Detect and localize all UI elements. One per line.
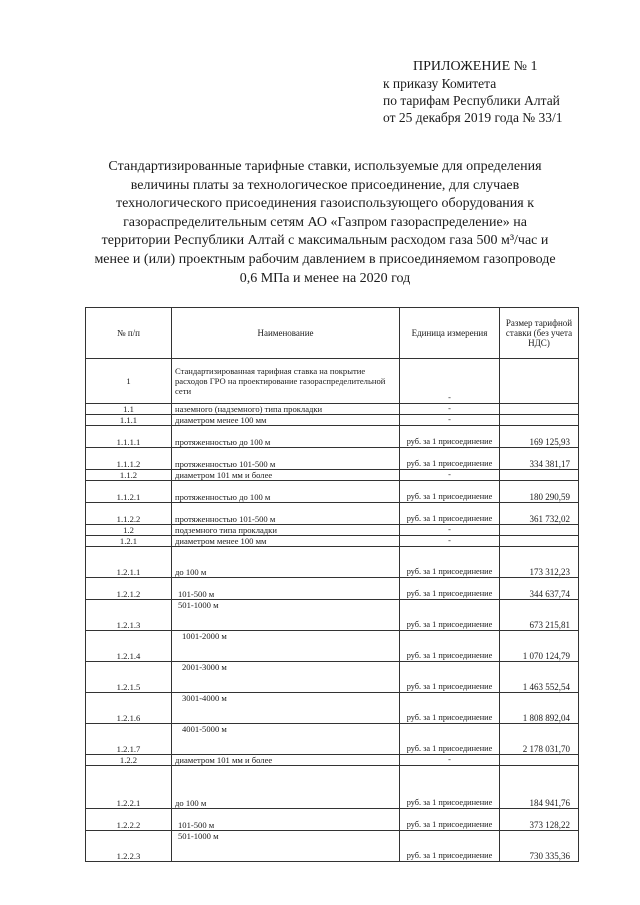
table-row	[86, 359, 579, 404]
row-unit: руб. за 1 присоединение	[400, 481, 500, 503]
row-unit: руб. за 1 присоединение	[400, 631, 500, 662]
row-unit: руб. за 1 присоединение	[400, 766, 500, 809]
row-value: 1 808 892,04	[500, 693, 579, 724]
row-name: 1001-2000 м	[172, 631, 400, 662]
row-number: 1.2.1.1	[86, 547, 172, 578]
table-row	[86, 536, 579, 547]
table-row	[86, 600, 579, 631]
row-number: 1.2.2	[86, 755, 172, 766]
row-value	[500, 359, 579, 404]
row-unit: -	[400, 536, 500, 547]
row-unit: руб. за 1 присоединение	[400, 503, 500, 525]
table-row	[86, 470, 579, 481]
row-unit: руб. за 1 присоединение	[400, 578, 500, 600]
row-number: 1.1	[86, 404, 172, 415]
row-value	[500, 404, 579, 415]
row-number: 1.2.1	[86, 536, 172, 547]
row-unit: руб. за 1 присоединение	[400, 724, 500, 755]
row-number: 1.2.1.7	[86, 724, 172, 755]
row-name: наземного (надземного) типа прокладки	[172, 404, 400, 415]
row-number: 1.2	[86, 525, 172, 536]
row-value: 730 335,36	[500, 831, 579, 862]
row-value: 184 941,76	[500, 766, 579, 809]
row-value: 361 732,02	[500, 503, 579, 525]
row-unit: руб. за 1 присоединение	[400, 448, 500, 470]
row-unit: руб. за 1 присоединение	[400, 831, 500, 862]
row-value	[500, 470, 579, 481]
row-name: до 100 м	[172, 547, 400, 578]
row-number: 1.2.1.4	[86, 631, 172, 662]
row-number: 1.2.1.6	[86, 693, 172, 724]
row-value: 169 125,93	[500, 426, 579, 448]
table-row	[86, 755, 579, 766]
title-line: технологического присоединения газоиспользующего оборудования к	[115, 196, 535, 212]
row-name: диаметром менее 100 мм	[172, 415, 400, 426]
col-header-rate: Размер тарифной ставки (без учета НДС)	[500, 308, 579, 359]
table-row	[86, 724, 579, 755]
row-name: диаметром 101 мм и более	[172, 470, 400, 481]
row-number: 1.1.1.1	[86, 426, 172, 448]
row-name: 101-500 м	[172, 578, 400, 600]
title-line: величины платы за технологическое присоединение, для случаев	[130, 177, 520, 193]
appendix-line-date: от 25 декабря 2019 года № 33/1	[383, 110, 563, 125]
row-number: 1.1.2.2	[86, 503, 172, 525]
row-number: 1.1.1	[86, 415, 172, 426]
row-unit: руб. за 1 присоединение	[400, 809, 500, 831]
row-name: 4001-5000 м	[172, 724, 400, 755]
row-unit: -	[400, 755, 500, 766]
row-value	[500, 536, 579, 547]
row-unit: руб. за 1 присоединение	[400, 693, 500, 724]
row-unit: -	[400, 470, 500, 481]
row-unit: -	[400, 404, 500, 415]
document-title	[60, 158, 590, 288]
appendix-header	[383, 58, 623, 126]
row-value	[500, 755, 579, 766]
row-number: 1.1.2.1	[86, 481, 172, 503]
row-value: 334 381,17	[500, 448, 579, 470]
table-row	[86, 415, 579, 426]
row-number: 1.2.1.2	[86, 578, 172, 600]
col-header-name: Наименование	[172, 308, 400, 359]
table-row	[86, 404, 579, 415]
row-number: 1.2.2.2	[86, 809, 172, 831]
row-name: диаметром менее 100 мм	[172, 536, 400, 547]
table-row	[86, 809, 579, 831]
row-number: 1.2.1.3	[86, 600, 172, 631]
title-line: менее и (или) проектным рабочим давлением в присоединяемом газопроводе	[94, 251, 556, 267]
row-name: подземного типа прокладки	[172, 525, 400, 536]
row-unit: -	[400, 359, 500, 404]
row-number: 1.1.1.2	[86, 448, 172, 470]
row-name: 101-500 м	[172, 809, 400, 831]
row-name: Стандартизированная тарифная ставка на покрытие расходов ГРО на проектирование газораспределительной сети	[172, 359, 400, 404]
table-row	[86, 503, 579, 525]
row-name: 501-1000 м	[172, 600, 400, 631]
table-header-row	[86, 308, 579, 359]
row-name: диаметром 101 мм и более	[172, 755, 400, 766]
title-line: 0,6 МПа и менее на 2020 год	[239, 270, 411, 286]
row-name: до 100 м	[172, 766, 400, 809]
row-number: 1	[86, 359, 172, 404]
table-row	[86, 578, 579, 600]
row-name: протяженностью 101-500 м	[172, 448, 400, 470]
row-unit: руб. за 1 присоединение	[400, 426, 500, 448]
row-name: протяженностью 101-500 м	[172, 503, 400, 525]
title-line: газораспределительным сетям АО «Газпром газораспределение» на	[123, 214, 527, 230]
col-header-number: № п/п	[86, 308, 172, 359]
row-unit: руб. за 1 присоединение	[400, 547, 500, 578]
title-line: территории Республики Алтай с максимальным расходом газа 500 м³/час и	[101, 233, 549, 249]
table-row	[86, 766, 579, 809]
table-row	[86, 693, 579, 724]
row-unit: -	[400, 415, 500, 426]
row-name: 501-1000 м	[172, 831, 400, 862]
row-value: 2 178 031,70	[500, 724, 579, 755]
appendix-line-order: к приказу Комитета	[383, 76, 497, 91]
row-number: 1.2.1.5	[86, 662, 172, 693]
appendix-line-committee: по тарифам Республики Алтай	[383, 93, 560, 108]
row-value: 673 215,81	[500, 600, 579, 631]
row-value: 373 128,22	[500, 809, 579, 831]
row-number: 1.2.2.1	[86, 766, 172, 809]
table-row	[86, 831, 579, 862]
row-number: 1.2.2.3	[86, 831, 172, 862]
row-name: протяженностью до 100 м	[172, 426, 400, 448]
row-value: 173 312,23	[500, 547, 579, 578]
title-line: Стандартизированные тарифные ставки, используемые для определения	[108, 159, 542, 174]
row-value: 344 637,74	[500, 578, 579, 600]
table-row	[86, 631, 579, 662]
row-value	[500, 415, 579, 426]
appendix-number: ПРИЛОЖЕНИЕ № 1	[413, 59, 538, 74]
row-unit: руб. за 1 присоединение	[400, 600, 500, 631]
row-value: 180 290,59	[500, 481, 579, 503]
row-number: 1.1.2	[86, 470, 172, 481]
row-name: 2001-3000 м	[172, 662, 400, 693]
row-value	[500, 525, 579, 536]
row-unit: -	[400, 525, 500, 536]
table-row	[86, 448, 579, 470]
row-value: 1 070 124,79	[500, 631, 579, 662]
col-header-unit: Единица измерения	[400, 308, 500, 359]
table-row	[86, 525, 579, 536]
table-row	[86, 662, 579, 693]
row-name: протяженностью до 100 м	[172, 481, 400, 503]
row-unit: руб. за 1 присоединение	[400, 662, 500, 693]
table-row	[86, 547, 579, 578]
tariff-table	[85, 307, 579, 862]
row-name: 3001-4000 м	[172, 693, 400, 724]
table-row	[86, 426, 579, 448]
row-value: 1 463 552,54	[500, 662, 579, 693]
table-row	[86, 481, 579, 503]
